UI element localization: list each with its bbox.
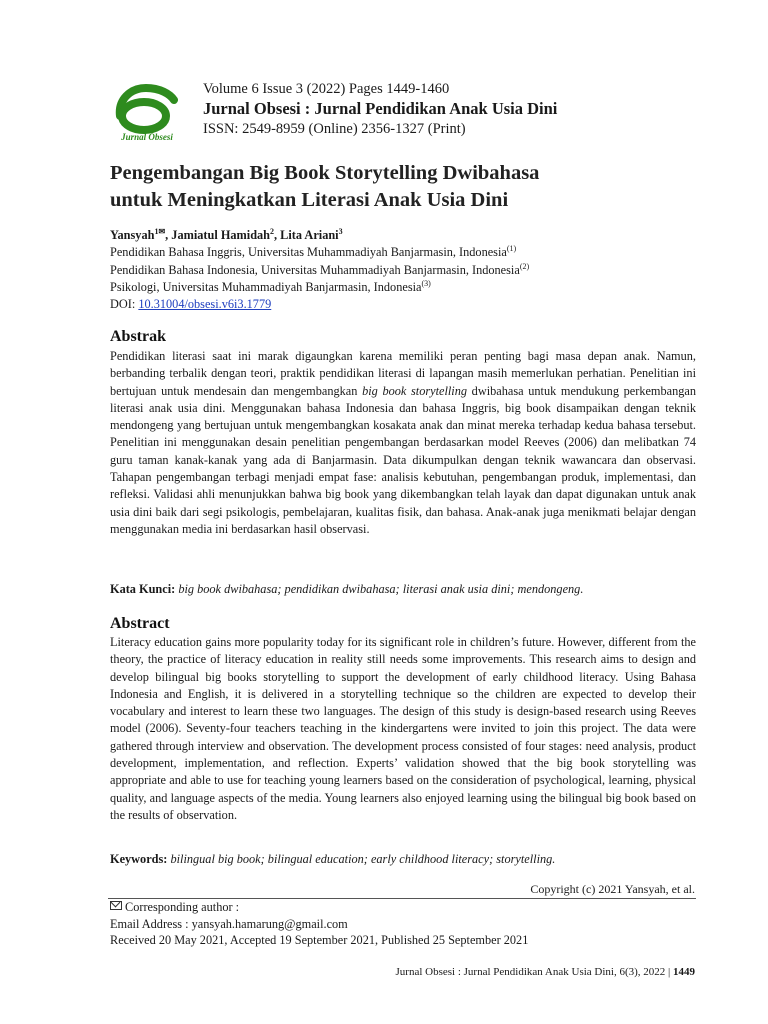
running-footer [396, 966, 695, 978]
doi-label: DOI: [110, 297, 139, 312]
volume-line: Volume 6 Issue 3 (2022) Pages 1449-1460 [203, 81, 450, 97]
affiliation-3 [110, 279, 710, 296]
kata-kunci-text: big book dwibahasa; pendidikan dwibahasa; literasi anak usia dini; mendongeng. [175, 582, 584, 596]
author-block [110, 227, 710, 313]
abstract-heading: Abstract [110, 615, 170, 632]
affiliation-1 [110, 244, 710, 261]
running-footer-text: Jurnal Obsesi : Jurnal Pendidikan Anak Usia Dini, 6(3), 2022 [395, 966, 666, 978]
abstrak-heading: Abstrak [110, 328, 167, 345]
author-names [110, 227, 710, 244]
issn-line: ISSN: 2549-8959 (Online) 2356-1327 (Print) [203, 121, 466, 137]
keywords-label: Keywords: [110, 852, 168, 866]
page-number: 1449 [673, 966, 695, 978]
affiliation-3-text: Psikologi, Universitas Muhammadiyah Banjarmasin, Indonesia [110, 279, 422, 294]
keywords [110, 851, 700, 868]
article-title [110, 160, 710, 214]
affiliation-1-sup: (1) [506, 244, 517, 254]
journal-header [203, 80, 723, 138]
author-3: , Lita Ariani [274, 228, 339, 242]
journal-name: Jurnal Obsesi : Jurnal Pendidikan Anak Usia Dini [203, 99, 558, 118]
logo-text: Jurnal Obsesi [121, 132, 173, 142]
doi-line [110, 296, 710, 313]
affiliation-1-text: Pendidikan Bahasa Inggris, Universitas Muhammadiyah Banjarmasin, Indonesia [110, 245, 507, 260]
affiliation-2-sup: (2) [519, 261, 530, 271]
author-1: Yansyah [110, 228, 155, 242]
author-3-sup: 3 [338, 226, 343, 236]
affiliation-2-text: Pendidikan Bahasa Indonesia, Universitas Muhammadiyah Banjarmasin, Indonesia [110, 262, 520, 277]
author-2: , Jamiatul Hamidah [165, 228, 271, 242]
journal-logo [110, 82, 184, 144]
envelope-icon [110, 901, 122, 910]
affiliation-2 [110, 262, 710, 279]
kata-kunci-label: Kata Kunci: [110, 582, 176, 596]
affiliation-3-sup: (3) [421, 278, 431, 288]
title-line-1: Pengembangan Big Book Storytelling Dwibahasa [110, 162, 540, 184]
abstrak-italic: big book storytelling [362, 383, 468, 398]
kata-kunci [110, 581, 700, 598]
keywords-text: bilingual big book; bilingual education; early childhood literacy; storytelling. [167, 852, 556, 866]
running-footer-sep: | [665, 966, 673, 978]
author-1-sup: 1✉ [154, 226, 166, 236]
abstract-paragraph: Literacy education gains more popularity today for its significant role in children’s future. However, different from the theory, the practice of literacy education in reality still needs some improvements. This research aims to design and develop bilingual big books storytelling to support the development of early childhood literacy. Using Bahasa Indonesia and English, it is delivered in a storytelling technique so the children are expected to develop their vocabulary and interest to learn these two languages. The design of this study is design-based research using Reeves model (2006). Seventy-four teachers teaching in the kindergartens were invited to join this project. The data were gathered through interview and observation. The development process consisted of four stages: need analysis, product development, implementation, and reflection. Experts’ validation showed that the big book storytelling was appropriate and able to use for teaching young learners based on the consideration of psychological, learning, physical quality, and language aspects of the media. Young learners also enjoyed learning using the bilingual big book based on the results of observation. [110, 635, 696, 822]
corresponding-label: Corresponding author : [125, 900, 240, 914]
abstrak-text-1: Pendidikan literasi saat ini marak digaungkan karena memiliki peran penting bagi masa depan anak. Namun, berbanding terbalik dengan teori, praktik pendidikan literasi di lapangan masih memerlukan perhatian. Penelitian ini bertujuan untuk mendesain dan mengembangkan [110, 349, 696, 398]
journal-logo-icon [110, 82, 184, 144]
footnote [110, 899, 700, 949]
copyright: Copyright (c) 2021 Yansyah, et al. [530, 882, 695, 896]
abstrak-text-2: dwibahasa untuk mendukung perkembangan literasi anak usia dini. Menggunakan bahasa Indonesia dan bahasa Inggris, big book disampaikan dengan teknik mendongeng yang bertujuan untuk mengembangkan kosakata anak dan minat mereka terhadap kedua bahasa tersebut. Penelitian ini menggunakan desain penelitian pengembangan berdasarkan model Reeves (2006) dan melibatkan 74 guru taman kanak-kanak yang ada di Banjarmasin. Data dikumpulkan dengan teknik wawancara dan observasi. Tahapan pengembangan terbagi menjadi empat fase: analisis kebutuhan, pengembangan produk, implementasi, dan refleksi. Validasi ahli menunjukkan bahwa big book yang dikembangkan telah layak dan dapat digunakan untuk anak usia dini baik dari segi psikologis, pembelajaran, kualitas fisik, dan bahasa. Anak-anak juga menikmati belajar dengan menggunakan media ini berdasarkan hasil observasi. [110, 383, 697, 536]
title-line-2: untuk Meningkatkan Literasi Anak Usia Dini [110, 189, 509, 211]
author-2-sup: 2 [270, 226, 275, 236]
abstrak-paragraph [110, 348, 696, 538]
corresponding-line [110, 899, 700, 916]
doi-link[interactable]: 10.31004/obsesi.v6i3.1779 [138, 297, 272, 312]
dates-line: Received 20 May 2021, Accepted 19 September 2021, Published 25 September 2021 [110, 933, 529, 947]
email-line: Email Address : yansyah.hamarung@gmail.com [110, 916, 348, 931]
